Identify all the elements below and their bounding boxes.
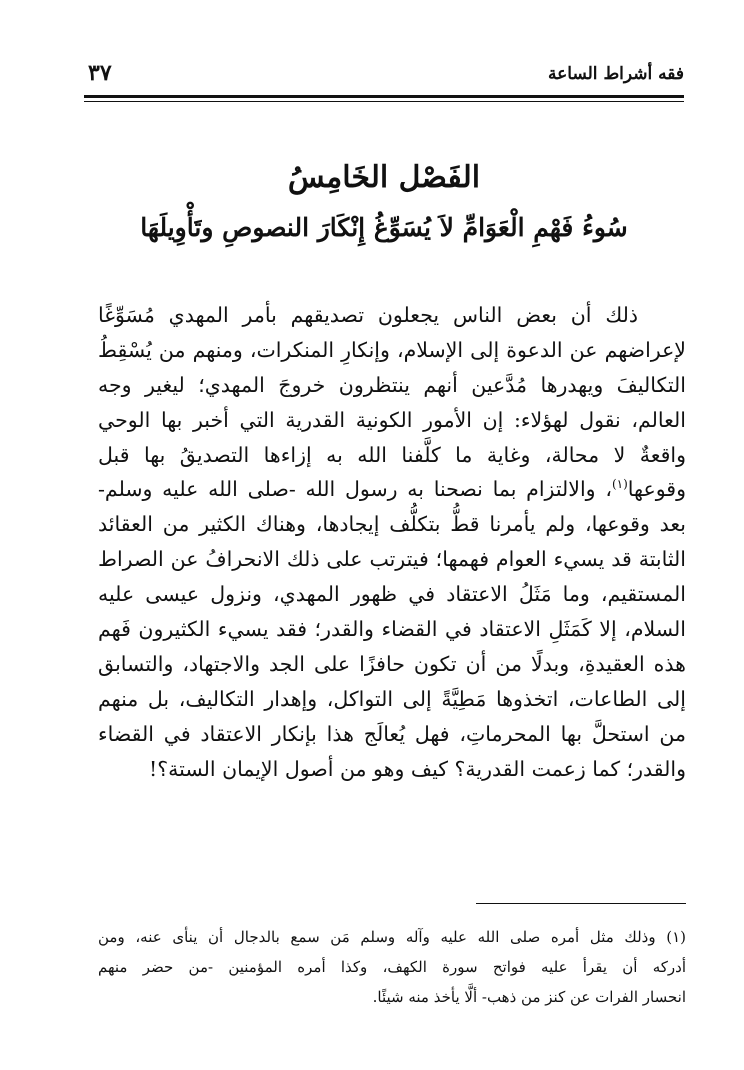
- body-line: الثابتة قد يسيء العوام فهمها؛ فيترتب على ذلك الانحرافُ عن الصراط: [98, 547, 686, 572]
- body-line: من استحلَّ بها المحرماتِ، فهل يُعالَج هذا بإنكار الاعتقاد في القضاء: [98, 721, 686, 746]
- chapter-title: الفَصْل الخَامِسُ: [287, 160, 481, 195]
- body-line: المستقيم، وما مَثَلُ الاعتقاد في ظهور المهدي، ونزول عيسى عليه: [98, 582, 686, 607]
- body-line: [98, 472, 686, 507]
- body-line: التكاليفَ ويهدرها مُدَّعين أنهم ينتظرون خروجَ المهدي؛ ليغير وجه: [98, 372, 686, 397]
- header-rule-thick: [84, 95, 684, 98]
- body-line-rest: ، والالتزام بما نصحنا به رسول الله -صلى الله عليه وسلم-: [98, 477, 612, 502]
- chapter-subtitle: سُوءُ فَهْمِ الْعَوَامِّ لاَ يُسَوِّغُ إِنْكَارَ النصوصِ وتَأْوِيلَهَا: [140, 213, 628, 242]
- footnote-line: أدركه أن يقرأ عليه فواتح سورة الكهف، وكذا أمره المؤمنين -من حضر منهم: [98, 958, 686, 976]
- footnote-separator: [476, 903, 686, 904]
- body-line: بعد وقوعها، ولم يأمرنا قطُّ بتكلُّف إيجادها، وهناك الكثير من العقائد: [98, 512, 686, 537]
- body-text: [98, 298, 686, 786]
- footnote-line: (١) وذلك مثل أمره صلى الله عليه وآله وسلم مَن سمع بالدجال أن ينأى عنه، ومن: [98, 928, 686, 946]
- footnote-reference: (١): [611, 477, 628, 492]
- body-line: والقدر؛ كما زعمت القدرية؟ كيف وهو من أصول الإيمان الستة؟!: [149, 756, 686, 781]
- page-number: ٣٧: [88, 60, 112, 86]
- body-line: لإعراضهم عن الدعوة إلى الإسلام، وإنكارِ المنكرات، ومنهم من يُسْقِطُ: [98, 337, 686, 362]
- body-line: واقعةٌ لا محالة، وغاية ما كلَّفنا الله به إزاءها التصديقُ بها قبل: [98, 442, 686, 467]
- body-line-start: وقوعها: [627, 477, 686, 502]
- body-line: العالم، نقول لهؤلاء: إن الأمور الكونية القدرية التي أخبر بها الوحي: [98, 407, 686, 432]
- header-rule-thin: [84, 101, 684, 102]
- footnotes: [98, 922, 686, 1012]
- footnote-line: انحسار الفرات عن كنز من ذهب- ألَّا يأخذ منه شيئًا.: [372, 988, 686, 1006]
- running-title: فقه أشراط الساعة: [548, 64, 684, 84]
- page-header: [84, 58, 684, 94]
- body-line: ذلك أن بعض الناس يجعلون تصديقهم بأمر المهدي مُسَوِّغًا: [98, 303, 638, 327]
- body-line: السلام، إلا كَمَثَلِ الاعتقاد في القضاء والقدر؛ فقد يسيء الكثيرون فَهم: [98, 617, 686, 642]
- body-line: هذه العقيدةِ، وبدلًا من أن تكون حافزًا على الجد والاجتهاد، والتسابق: [98, 651, 686, 676]
- body-line: إلى الطاعات، اتخذوها مَطِيَّةً إلى التواكل، وإهدار التكاليف، بل منهم: [98, 686, 686, 711]
